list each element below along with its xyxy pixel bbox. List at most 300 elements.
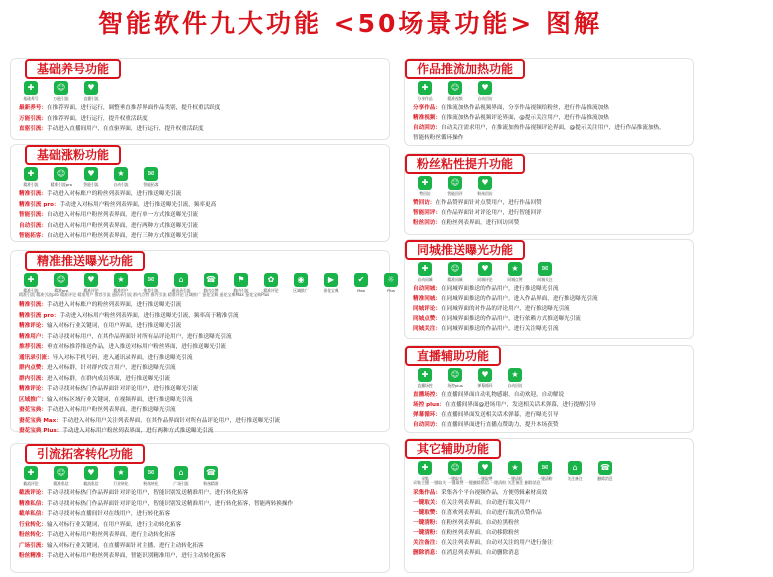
feature-icon-label: 通讯录引流 bbox=[171, 288, 191, 293]
feature-icon-label: 智能拓客 bbox=[143, 182, 159, 187]
feature-text: 在同城界面推送的作品用户，进行关注曝光引流 bbox=[440, 326, 559, 332]
feature-description bbox=[19, 353, 383, 364]
feature-text: 手动进入对标用户粉丝列表界面，进行主动转化拓客 bbox=[46, 532, 176, 538]
section-title: 作品推流加热功能 bbox=[405, 59, 525, 79]
feature-icon[interactable] bbox=[413, 81, 437, 101]
section-header bbox=[25, 446, 145, 462]
feature-description bbox=[19, 300, 383, 311]
feature-name: 关注备注： bbox=[413, 540, 441, 546]
feature-icon-label: 精准视频 bbox=[447, 96, 463, 101]
feature-name: 精准同城： bbox=[413, 296, 441, 302]
feature-icon-label: 精准pro bbox=[54, 288, 68, 293]
feature-icon[interactable] bbox=[49, 466, 73, 486]
feature-text: 自动进入对标用户粉丝列表界面，进行单一方式推送曝光引流 bbox=[46, 212, 199, 218]
app-icon: ☺ bbox=[54, 167, 68, 181]
feature-description bbox=[413, 314, 687, 324]
feature-icon-label: 群内点赞 bbox=[203, 288, 219, 293]
app-icon: ♥ bbox=[84, 167, 98, 181]
feature-icon-label: 精准同城 bbox=[447, 277, 463, 282]
app-icon: ✉ bbox=[144, 273, 158, 287]
feature-text: 输入对标行业关键词，在用户界面，进行推送曝光引流 bbox=[46, 323, 182, 329]
feature-icon-label: 群内引流 bbox=[233, 288, 249, 293]
feature-text: 在推荐界面，进行运行，提升权重活跃度 bbox=[46, 115, 148, 122]
app-icon: ✉ bbox=[144, 167, 158, 181]
feature-text: 手动进入对标用户粉丝列表界面，进行两种方式推送曝光引流 bbox=[62, 428, 214, 434]
feature-icon-row bbox=[413, 262, 557, 282]
feature-icon[interactable] bbox=[79, 167, 103, 187]
feature-text: 手动寻找对标热门作品界面针对评论用户，智能识别发送精准用户，进行转化拓客，智能两转换操作 bbox=[46, 500, 294, 507]
feature-icon[interactable] bbox=[319, 273, 343, 293]
feature-icon-row bbox=[413, 176, 497, 196]
feature-icon-label: 截流私信 bbox=[83, 481, 99, 486]
app-icon: ⌂ bbox=[174, 273, 188, 287]
feature-icon-row bbox=[19, 81, 103, 101]
feature-text: 自动进入对标用户粉丝列表界面，进行两种方式推送曝光引流 bbox=[46, 222, 199, 229]
feature-icon[interactable] bbox=[139, 273, 163, 293]
feature-icon-label: Plus bbox=[387, 288, 395, 293]
feature-description bbox=[413, 103, 687, 113]
feature-description-list bbox=[413, 390, 687, 430]
feature-icon[interactable] bbox=[473, 262, 497, 282]
section-conversion bbox=[10, 443, 390, 573]
feature-icon-label: 万能引流 bbox=[53, 96, 69, 101]
feature-text: 在同城界面推送的作品用户，进行推送曝光引流 bbox=[440, 286, 559, 292]
app-icon: ✚ bbox=[24, 273, 38, 287]
feature-icon-label: 同城评论 bbox=[477, 277, 493, 282]
feature-name: 蚕花宝典 Plus： bbox=[19, 428, 63, 434]
feature-description bbox=[19, 488, 383, 499]
icon-caption-strip: 精准引流 精准引流pro 精准评论 精准用户 推荐引流 通讯录引流 群内点赞 群内引流 精准评论 区域推广 蚕花宝典 蚕花宝典Max 蚕花宝典Plus bbox=[19, 292, 270, 297]
feature-name: 蚕花宝典： bbox=[19, 407, 47, 413]
feature-description bbox=[19, 551, 383, 562]
feature-name: 群内点赞： bbox=[19, 365, 47, 371]
feature-description bbox=[413, 390, 687, 400]
feature-text: 在同城界面推送的作品用户，进行依赖方式推送曝光引流 bbox=[440, 316, 581, 322]
feature-name: 推荐引流： bbox=[19, 344, 47, 350]
section-title: 直播辅助功能 bbox=[405, 346, 501, 366]
feature-description bbox=[19, 363, 383, 374]
app-icon: ♥ bbox=[478, 368, 492, 382]
section-title: 精准推送曝光功能 bbox=[25, 251, 145, 271]
feature-icon[interactable] bbox=[503, 368, 527, 388]
feature-icon[interactable] bbox=[139, 466, 163, 486]
page-title: 智能软件九大功能 <50场景功能> 图解 bbox=[97, 9, 603, 38]
app-icon: ☺ bbox=[54, 466, 68, 480]
feature-description bbox=[19, 103, 383, 114]
feature-icon-label: 截流评论 bbox=[23, 481, 39, 486]
feature-icon[interactable] bbox=[413, 461, 437, 481]
feature-description bbox=[413, 400, 687, 410]
feature-name: 粉丝精准： bbox=[19, 553, 47, 559]
feature-name: 自动回访： bbox=[413, 125, 441, 131]
app-icon: ☺ bbox=[54, 81, 68, 95]
feature-description bbox=[413, 198, 687, 208]
feature-icon[interactable] bbox=[109, 273, 133, 293]
feature-name: 弹幕循环： bbox=[413, 412, 441, 418]
feature-text: 在直播间界面进行直播点赞助力，提升本场获赞 bbox=[440, 422, 559, 428]
feature-name: 粉丝转化： bbox=[19, 532, 47, 538]
feature-text: 在直播间界面自动礼物感谢，自动欢迎，自动解说 bbox=[440, 392, 565, 398]
feature-text: 输入对标区域行业关键词，在视频界面，进行推送曝光引流 bbox=[46, 396, 193, 403]
feature-text: 手动进入对标用户粉丝列表界面，智能识别精准用户，进行主动转化拓客 bbox=[46, 553, 226, 559]
feature-name: 精准评论： bbox=[19, 386, 47, 392]
feature-text: 手动寻找对标直播间针对在线用户，进行转化拓客 bbox=[46, 511, 171, 517]
feature-name: 精准引流： bbox=[19, 191, 47, 197]
feature-icon[interactable] bbox=[139, 167, 163, 187]
feature-name: 同城关注： bbox=[413, 326, 441, 332]
app-icon: ✚ bbox=[24, 167, 38, 181]
feature-icon[interactable] bbox=[503, 461, 527, 481]
feature-name: 行业转化： bbox=[19, 521, 47, 528]
feature-text: 自动关注需求用户，在推流加热作品视频评论界面，@提示关注用户，进行作品推流加热， bbox=[440, 125, 665, 131]
app-icon: ✉ bbox=[144, 466, 158, 480]
feature-icon[interactable] bbox=[349, 273, 373, 293]
feature-text: 在粉丝列表界面，进行回访回赞 bbox=[440, 220, 520, 226]
section-header bbox=[405, 61, 525, 77]
feature-text: 在消息列表界面，自动删除消息 bbox=[440, 550, 520, 556]
feature-name: 一键清粉： bbox=[413, 530, 441, 536]
feature-icon[interactable] bbox=[49, 81, 73, 101]
app-icon: ☎ bbox=[204, 466, 218, 480]
feature-icon-label: 一键清粉 bbox=[537, 476, 553, 481]
feature-text: 手动进入对标用户粉丝列表界面，进行推送曝光引流 bbox=[46, 407, 176, 413]
feature-name: 直播场控： bbox=[413, 392, 441, 398]
feature-description bbox=[19, 342, 383, 353]
feature-description bbox=[19, 416, 383, 427]
feature-icon[interactable] bbox=[443, 176, 467, 196]
feature-icon-label: 自动引流 bbox=[113, 182, 129, 187]
app-icon: ☺ bbox=[54, 273, 68, 287]
feature-icon[interactable] bbox=[473, 368, 497, 388]
section-video-boost bbox=[404, 58, 694, 146]
app-icon: ✚ bbox=[418, 262, 432, 276]
app-icon: ♥ bbox=[478, 262, 492, 276]
feature-icon-label: 直播场控 bbox=[417, 383, 433, 388]
feature-icon[interactable] bbox=[593, 461, 617, 481]
feature-icon[interactable] bbox=[533, 461, 557, 481]
feature-description bbox=[413, 218, 687, 228]
feature-icon[interactable] bbox=[199, 466, 223, 486]
feature-description-list bbox=[413, 198, 687, 228]
feature-name: 智能回评： bbox=[413, 210, 441, 216]
feature-description bbox=[19, 114, 383, 125]
feature-icon[interactable] bbox=[109, 466, 133, 486]
feature-icon-label: 分享作品 bbox=[417, 96, 433, 101]
section-title: 粉丝粘性提升功能 bbox=[405, 154, 525, 174]
feature-name: 同城点赞： bbox=[413, 316, 441, 322]
feature-name: 自动回访： bbox=[413, 422, 441, 428]
feature-icon[interactable] bbox=[79, 273, 103, 293]
section-header bbox=[405, 348, 501, 364]
app-icon: ✚ bbox=[24, 81, 38, 95]
feature-text: 在直播间界面发送相关话术弹幕，进行曝光引导 bbox=[440, 412, 559, 418]
feature-name: 场控 plus： bbox=[413, 402, 445, 408]
feature-icon[interactable] bbox=[473, 176, 497, 196]
feature-name: 最新养号： bbox=[19, 105, 47, 111]
feature-text: 手动进入对标账户的粉丝列表界面，进行推送曝光引流 bbox=[46, 302, 182, 308]
feature-name: 精准引流： bbox=[19, 302, 47, 308]
feature-text: 在作品界面针对评论用户，进行智能回评 bbox=[440, 210, 542, 216]
section-precise-push bbox=[10, 250, 395, 434]
feature-text: 在推流加热作品视频评论界面，@提示关注用户，进行作品推流加热 bbox=[440, 115, 609, 121]
section-header bbox=[25, 61, 121, 77]
feature-icon[interactable] bbox=[413, 368, 437, 388]
feature-name: 精准引流 pro： bbox=[19, 312, 60, 319]
feature-text: 手动进入对标用户粉丝列表界面，进行推送曝光引流，频率更高 bbox=[59, 201, 217, 208]
feature-text: 在关注列表界面，自动进行取关用户 bbox=[440, 500, 531, 506]
feature-name: 万能引流： bbox=[19, 115, 47, 122]
app-icon: ⌂ bbox=[568, 461, 582, 475]
app-icon: ♥ bbox=[478, 461, 492, 475]
section-title: 同城推送曝光功能 bbox=[405, 240, 525, 260]
app-icon: ✚ bbox=[24, 466, 38, 480]
section-other-assist bbox=[404, 438, 694, 573]
section-fan-engagement bbox=[404, 153, 694, 235]
feature-icon-row bbox=[413, 461, 617, 481]
feature-icon-label: 自动同城 bbox=[417, 277, 433, 282]
feature-icon-label: Max bbox=[357, 288, 365, 293]
feature-icon-label: 精准用户 bbox=[113, 288, 129, 293]
feature-icon-row bbox=[19, 273, 403, 293]
app-icon: ♥ bbox=[84, 466, 98, 480]
feature-icon-row bbox=[413, 368, 527, 388]
feature-icon[interactable] bbox=[169, 273, 193, 293]
feature-icon-label: 推荐引流 bbox=[143, 288, 159, 293]
feature-icon-label: 删除消息 bbox=[597, 476, 613, 481]
feature-name: 赞回访： bbox=[413, 200, 436, 206]
section-title: 其它辅助功能 bbox=[405, 439, 501, 459]
section-header bbox=[405, 156, 525, 172]
app-icon: ✚ bbox=[418, 81, 432, 95]
feature-text: 在作品赞界面针对点赞用户，进行作品回赞 bbox=[435, 200, 542, 206]
feature-text: 垂直对标推荐推送作品，进入推送对标用户粉丝界面，进行推送曝光引流 bbox=[46, 344, 226, 350]
feature-icon-label: 粉丝转化 bbox=[143, 481, 159, 486]
feature-name: 精准用户： bbox=[19, 333, 47, 340]
feature-description bbox=[19, 499, 383, 510]
app-icon: ★ bbox=[114, 466, 128, 480]
feature-icon[interactable] bbox=[19, 167, 43, 187]
feature-icon-label: 同城关注 bbox=[537, 277, 553, 282]
app-icon: ✿ bbox=[264, 273, 278, 287]
feature-icon-label: 一键清私 bbox=[507, 476, 523, 481]
section-local-push bbox=[404, 239, 694, 339]
feature-name: 直驱引流： bbox=[19, 126, 47, 132]
app-icon: ⌂ bbox=[174, 466, 188, 480]
app-icon: ☎ bbox=[598, 461, 612, 475]
section-title: 基础涨粉功能 bbox=[25, 145, 121, 165]
feature-text: 导入对标手机号码，进入通讯录界面，进行推送曝光引流 bbox=[52, 354, 193, 361]
feature-icon-label: 精准私信 bbox=[53, 481, 69, 486]
feature-name: 自动引流： bbox=[19, 222, 47, 229]
app-icon: ✚ bbox=[418, 461, 432, 475]
feature-name: 通讯录引流： bbox=[19, 354, 53, 361]
feature-description bbox=[19, 321, 383, 332]
feature-icon[interactable] bbox=[473, 81, 497, 101]
feature-text: 输入对标行业关键词，在用户界面，进行主动转化拓客 bbox=[46, 521, 182, 528]
feature-text: 手动进入直播间用户，在直驱界面，进行运行，提升权重活跃度 bbox=[46, 126, 204, 132]
feature-name: 删除消息： bbox=[413, 550, 441, 556]
feature-name: 精准引流 pro： bbox=[19, 201, 60, 208]
feature-name: 一键清粉： bbox=[413, 520, 441, 526]
app-icon: ✉ bbox=[538, 461, 552, 475]
feature-description-list bbox=[19, 189, 383, 242]
feature-icon[interactable] bbox=[229, 273, 253, 293]
feature-icon-label: 蚕花宝典 bbox=[323, 288, 339, 293]
feature-name: 智能引流： bbox=[19, 212, 47, 218]
feature-text: 智能转粉丝循环操作 bbox=[413, 135, 464, 141]
app-icon: ▶ bbox=[324, 273, 338, 287]
feature-description bbox=[19, 374, 383, 385]
feature-name: 精准视频： bbox=[413, 115, 441, 121]
app-icon: ✔ bbox=[354, 273, 368, 287]
feature-name: 精准评论： bbox=[19, 323, 47, 329]
app-icon: ☎ bbox=[204, 273, 218, 287]
feature-description bbox=[413, 410, 687, 420]
feature-description bbox=[413, 488, 687, 498]
feature-name: 一键取关： bbox=[413, 500, 441, 506]
feature-description bbox=[19, 189, 383, 200]
feature-icon[interactable] bbox=[289, 273, 313, 293]
feature-icon-label: 精准引流 bbox=[23, 182, 39, 187]
feature-icon-label: 精准评论 bbox=[263, 288, 279, 293]
feature-icon-label: 精准评论 bbox=[83, 288, 99, 293]
feature-icon[interactable] bbox=[259, 273, 283, 293]
feature-icon[interactable] bbox=[79, 466, 103, 486]
feature-icon[interactable] bbox=[443, 461, 467, 481]
feature-name: 广场引流： bbox=[19, 542, 47, 549]
feature-name: 截单私信： bbox=[19, 511, 47, 517]
app-icon: ✚ bbox=[418, 176, 432, 190]
feature-icon[interactable] bbox=[19, 81, 43, 101]
feature-text: 自动进入对标用户粉丝列表界面，进行三种方式推送曝光引流 bbox=[46, 233, 199, 239]
feature-description bbox=[19, 520, 383, 531]
feature-name: 分享作品： bbox=[413, 105, 441, 111]
feature-description bbox=[413, 508, 687, 518]
feature-description-list bbox=[413, 103, 687, 143]
feature-description bbox=[413, 294, 687, 304]
feature-description bbox=[19, 200, 383, 211]
feature-text: 在同城界面的对作品的评论用户，进行推送曝光引流 bbox=[440, 306, 570, 312]
feature-icon-label: 同城点赞 bbox=[507, 277, 523, 282]
feature-description bbox=[413, 113, 687, 123]
feature-icon[interactable] bbox=[443, 262, 467, 282]
feature-description bbox=[19, 405, 383, 416]
feature-description bbox=[19, 395, 383, 406]
feature-icon[interactable] bbox=[379, 273, 403, 293]
feature-icon-label: 区域推广 bbox=[293, 288, 309, 293]
app-icon: ✉ bbox=[538, 262, 552, 276]
feature-icon[interactable] bbox=[49, 273, 73, 293]
app-icon: ♥ bbox=[478, 176, 492, 190]
feature-description bbox=[413, 304, 687, 314]
icon-caption-strip: 采集主播 一键取关 一键取赞 一键删除私信 一键清粉 关注备注 删除消息 bbox=[413, 480, 541, 485]
feature-name: 一键取赞： bbox=[413, 510, 441, 516]
feature-icon[interactable] bbox=[473, 461, 497, 481]
feature-icon[interactable] bbox=[413, 176, 437, 196]
feature-icon[interactable] bbox=[563, 461, 587, 481]
feature-text: 输入对标行业关键词，在直播界面针对主播，进行主动转化拓客 bbox=[46, 542, 204, 549]
feature-icon-label: 自动回访 bbox=[477, 96, 493, 101]
section-basic-nurture bbox=[10, 58, 390, 140]
feature-description bbox=[413, 528, 687, 538]
feature-description-list bbox=[413, 284, 687, 334]
feature-text: 在直播间界面@进场用户，发送相关话术弹幕，进行提醒引导 bbox=[444, 402, 597, 408]
feature-icon-label: 赞回访 bbox=[419, 191, 431, 196]
app-icon: ★ bbox=[508, 461, 522, 475]
feature-description bbox=[413, 548, 687, 558]
feature-description bbox=[19, 221, 383, 232]
app-icon: ◉ bbox=[294, 273, 308, 287]
feature-name: 同城评论： bbox=[413, 306, 441, 312]
feature-icon-label: 场控plus bbox=[447, 383, 463, 388]
feature-icon[interactable] bbox=[503, 262, 527, 282]
feature-description bbox=[19, 231, 383, 242]
feature-icon[interactable] bbox=[19, 273, 43, 293]
feature-icon[interactable] bbox=[19, 466, 43, 486]
feature-icon[interactable] bbox=[109, 167, 133, 187]
feature-icon[interactable] bbox=[199, 273, 223, 293]
feature-text: 进入对标群，针对群内发言用户，进行推送曝光引流 bbox=[46, 365, 176, 371]
feature-description bbox=[19, 530, 383, 541]
feature-icon[interactable] bbox=[443, 81, 467, 101]
app-icon: ⚑ bbox=[234, 273, 248, 287]
feature-description bbox=[19, 124, 383, 135]
section-header bbox=[405, 242, 525, 258]
feature-text: 手动进入对标用户关注列表界面，在其作品界面针对所有品评论用户，进行推送曝光引流 bbox=[61, 417, 281, 424]
feature-description bbox=[19, 210, 383, 221]
feature-icon[interactable] bbox=[79, 81, 103, 101]
feature-description bbox=[19, 332, 383, 343]
app-icon: ★ bbox=[508, 368, 522, 382]
section-title: 基础养号功能 bbox=[25, 59, 121, 79]
feature-text: 手动进入对标用户粉丝列表界面，进行推送曝光引流，频率高于精准引流 bbox=[59, 312, 239, 319]
feature-icon-row bbox=[19, 167, 163, 187]
app-icon: ♥ bbox=[478, 81, 492, 95]
app-icon: ♥ bbox=[84, 81, 98, 95]
feature-icon[interactable] bbox=[443, 368, 467, 388]
feature-icon-label: 智能回评 bbox=[447, 191, 463, 196]
feature-name: 蚕花宝典 Max： bbox=[19, 417, 62, 424]
feature-text: 手动寻找对标热门作品界面针对评论用户，智能识别发送精准用户，进行转化拓客 bbox=[46, 490, 249, 496]
feature-icon-label: 粉丝精准 bbox=[203, 481, 219, 486]
app-icon: ☺ bbox=[448, 81, 462, 95]
feature-text: 手动寻找对标用户，在其作品界面针对所有品评论用户，进行推送曝光引流 bbox=[46, 333, 232, 340]
app-icon: ♥ bbox=[84, 273, 98, 287]
app-icon: ☺ bbox=[448, 262, 462, 276]
feature-name: 智能拓客： bbox=[19, 233, 47, 239]
feature-icon[interactable] bbox=[169, 466, 193, 486]
feature-description bbox=[413, 518, 687, 528]
feature-icon[interactable] bbox=[533, 262, 557, 282]
section-header bbox=[405, 441, 501, 457]
section-title: 引流拓客转化功能 bbox=[25, 444, 145, 464]
section-header bbox=[25, 253, 145, 269]
feature-text: 在关注列表界面，自动对关注的用户进行备注 bbox=[440, 540, 553, 546]
feature-icon-label: 智能引流 bbox=[83, 182, 99, 187]
feature-icon-label: 行业转化 bbox=[113, 481, 129, 486]
app-icon: ☺ bbox=[448, 461, 462, 475]
feature-icon-label: 一键取赞 bbox=[477, 476, 493, 481]
feature-description bbox=[19, 509, 383, 520]
app-icon: ☺ bbox=[448, 368, 462, 382]
feature-description bbox=[19, 311, 383, 322]
feature-text: 在推荐界面，进行运行，调整垂直推荐界面作品类别，提升权重活跃度 bbox=[46, 105, 221, 111]
feature-description bbox=[19, 384, 383, 395]
feature-icon[interactable] bbox=[49, 167, 73, 187]
feature-icon[interactable] bbox=[413, 262, 437, 282]
feature-icon-label: 粉丝回访 bbox=[477, 191, 493, 196]
feature-text: 在粉丝列表界面，自动移除粉丝 bbox=[440, 530, 520, 536]
